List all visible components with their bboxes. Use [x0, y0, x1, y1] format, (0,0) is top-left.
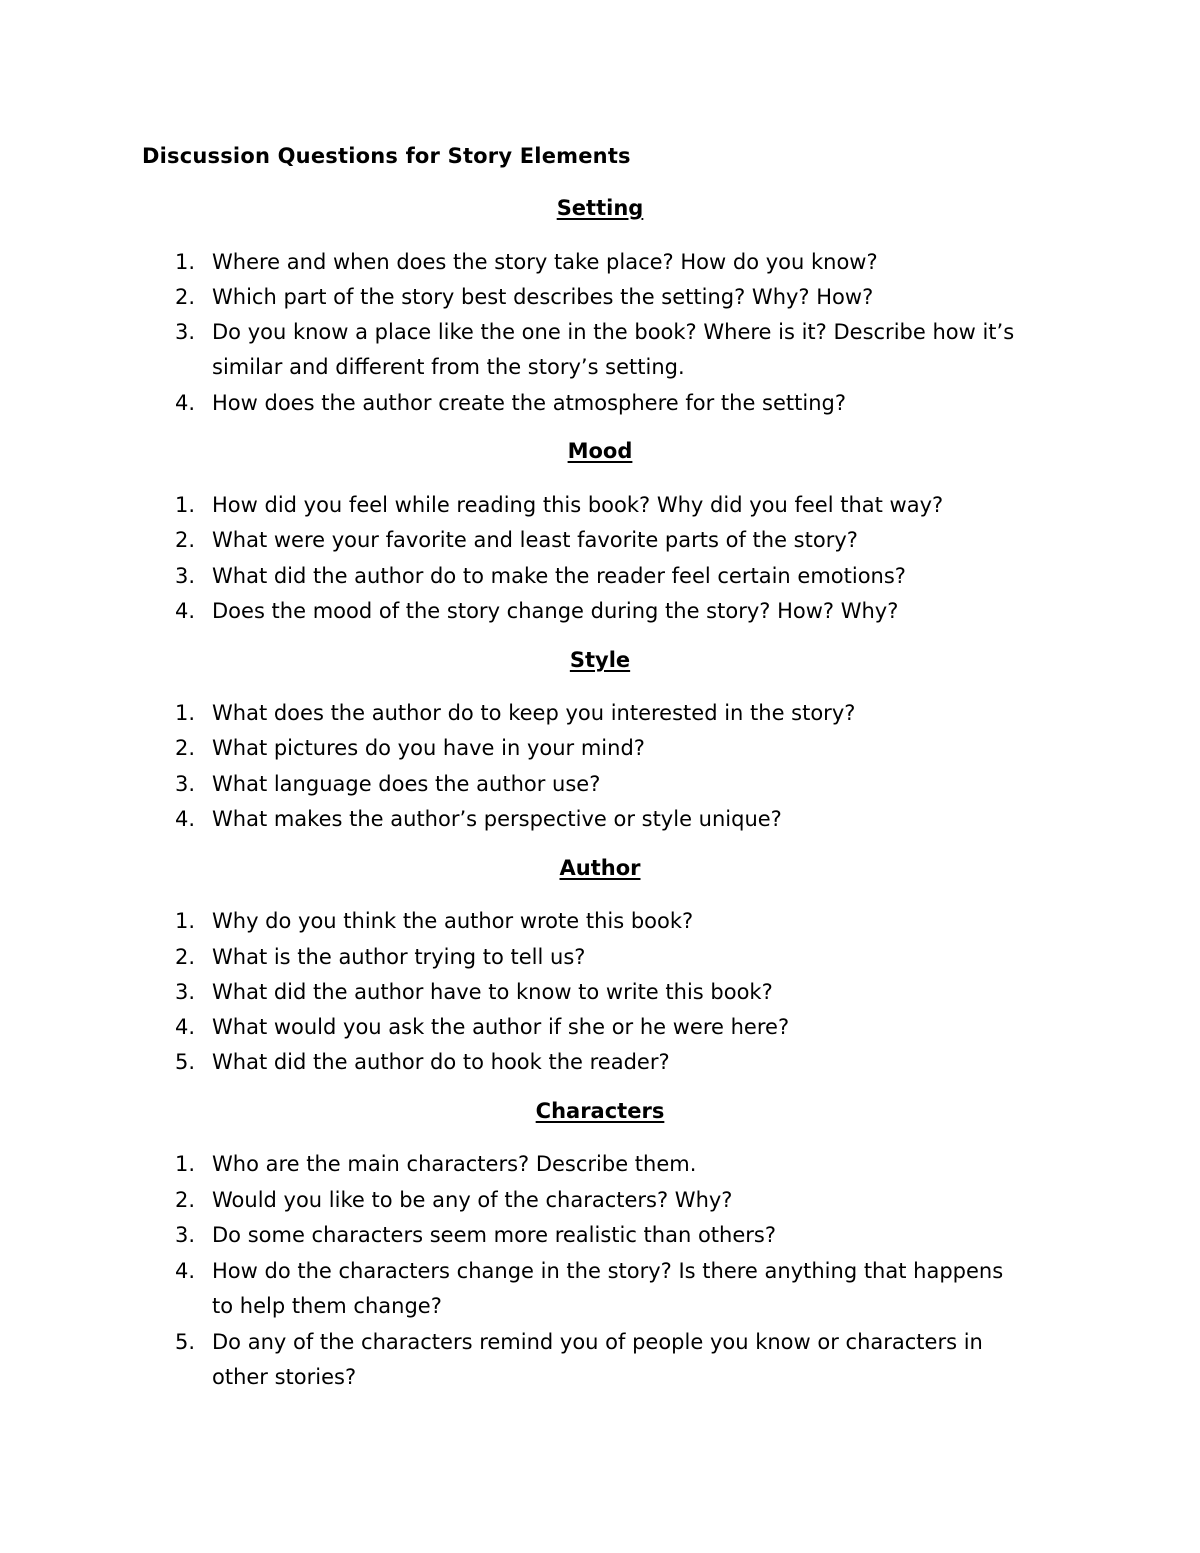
item-text: Who are the main characters? Describe them. — [212, 1152, 697, 1176]
item-number: 4. — [175, 807, 196, 831]
section-heading-style: Style — [569, 648, 631, 672]
item-text: How did you feel while reading this book? Why did you feel that way? — [212, 493, 944, 517]
item-text: What does the author do to keep you interested in the story? — [212, 701, 856, 725]
item-number: 5. — [175, 1050, 196, 1074]
item-text: How does the author create the atmosphere for the setting? — [212, 391, 847, 415]
item-number: 4. — [175, 1259, 196, 1283]
item-number: 1. — [175, 701, 196, 725]
item-number: 3. — [175, 320, 196, 344]
item-text: What is the author trying to tell us? — [212, 945, 586, 969]
section-heading-setting: Setting — [556, 196, 644, 220]
item-text: What did the author do to hook the reader? — [212, 1050, 670, 1074]
item-number: 2. — [175, 528, 196, 552]
item-number: 2. — [175, 945, 196, 969]
item-text: Do you know a place like the one in the book? Where is it? Describe how it’s — [212, 320, 1015, 344]
item-text-continued: to help them change? — [212, 1294, 442, 1318]
item-number: 3. — [175, 564, 196, 588]
item-text: Would you like to be any of the characters? Why? — [212, 1188, 733, 1212]
item-number: 4. — [175, 599, 196, 623]
item-text: Do any of the characters remind you of people you know or characters in — [212, 1330, 983, 1354]
section-heading-author: Author — [559, 856, 641, 880]
item-number: 4. — [175, 1015, 196, 1039]
item-number: 2. — [175, 285, 196, 309]
item-text: What makes the author’s perspective or style unique? — [212, 807, 782, 831]
item-number: 3. — [175, 772, 196, 796]
item-text: Do some characters seem more realistic than others? — [212, 1223, 776, 1247]
item-number: 1. — [175, 493, 196, 517]
item-number: 3. — [175, 980, 196, 1004]
item-text: What pictures do you have in your mind? — [212, 736, 645, 760]
item-number: 2. — [175, 736, 196, 760]
item-text: What did the author do to make the reader feel certain emotions? — [212, 564, 906, 588]
item-text: Does the mood of the story change during the story? How? Why? — [212, 599, 899, 623]
item-text: Why do you think the author wrote this book? — [212, 909, 694, 933]
item-text: What language does the author use? — [212, 772, 601, 796]
page-title: Discussion Questions for Story Elements — [142, 144, 631, 168]
item-text: What did the author have to know to write this book? — [212, 980, 773, 1004]
item-number: 1. — [175, 250, 196, 274]
item-number: 2. — [175, 1188, 196, 1212]
item-text: How do the characters change in the story? Is there anything that happens — [212, 1259, 1004, 1283]
item-text: What would you ask the author if she or he were here? — [212, 1015, 790, 1039]
item-text-continued: other stories? — [212, 1365, 357, 1389]
item-number: 4. — [175, 391, 196, 415]
item-number: 5. — [175, 1330, 196, 1354]
item-text-continued: similar and different from the story’s setting. — [212, 355, 685, 379]
item-number: 1. — [175, 1152, 196, 1176]
item-number: 1. — [175, 909, 196, 933]
item-text: What were your favorite and least favorite parts of the story? — [212, 528, 858, 552]
item-number: 3. — [175, 1223, 196, 1247]
item-text: Which part of the story best describes the setting? Why? How? — [212, 285, 874, 309]
section-heading-characters: Characters — [535, 1099, 665, 1123]
section-heading-mood: Mood — [567, 439, 633, 463]
item-text: Where and when does the story take place? How do you know? — [212, 250, 878, 274]
